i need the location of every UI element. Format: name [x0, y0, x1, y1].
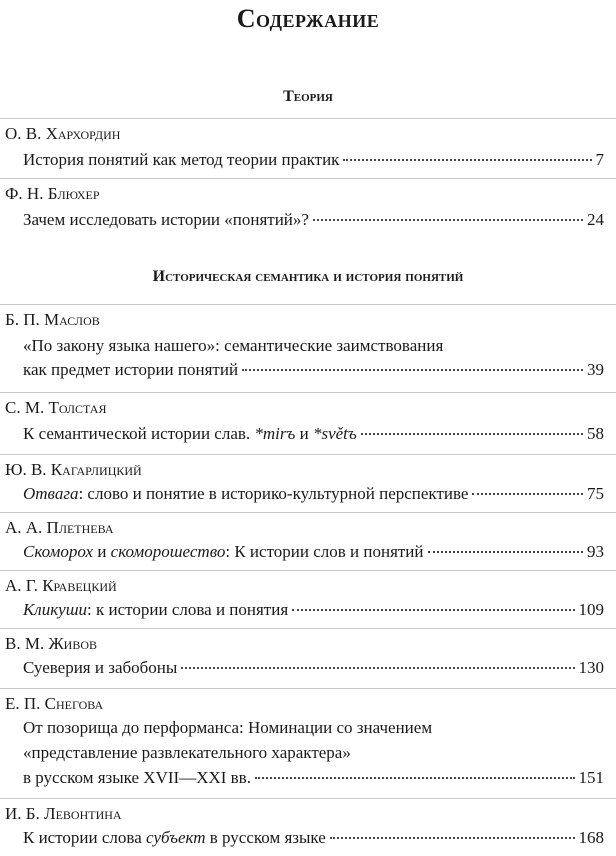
toc-page-number: 58: [587, 424, 604, 443]
title-term: *světъ: [312, 424, 357, 443]
toc-page-number: 75: [587, 484, 604, 503]
toc-entry-title: [23, 600, 288, 620]
leader-dots: [330, 837, 575, 839]
divider: [0, 392, 616, 393]
toc-author: С. М. Толстая: [5, 398, 107, 417]
toc-entry-title: История понятий как метод теории практик: [23, 150, 340, 169]
title-term: Скоморох: [23, 542, 94, 561]
divider: [0, 512, 616, 513]
section-heading-theory: Теория: [283, 88, 333, 105]
divider: [0, 304, 616, 305]
toc-author: Б. П. Маслов: [5, 310, 100, 329]
toc-entry[interactable]: [23, 542, 604, 568]
toc-entry-title: в русском языке XVII—XXI вв.: [23, 768, 251, 787]
leader-dots: [361, 433, 583, 435]
toc-entry[interactable]: [23, 768, 604, 794]
leader-dots: [343, 159, 591, 161]
toc-entry[interactable]: [23, 484, 604, 510]
title-text: и: [93, 542, 111, 561]
title-text: К семантической истории слав.: [23, 424, 255, 443]
toc-author: В. М. Живов: [5, 634, 98, 653]
toc-entry-title: [23, 542, 424, 562]
leader-dots: [255, 777, 575, 779]
leader-dots: [181, 667, 574, 669]
leader-dots: [242, 369, 583, 371]
divider: [0, 628, 616, 629]
toc-page-number: 39: [587, 360, 604, 379]
title-text: : К истории слов и понятий: [225, 542, 424, 561]
toc-author: И. Б. Левонтина: [5, 804, 122, 823]
leader-dots: [428, 551, 583, 553]
leader-dots: [472, 493, 583, 495]
title-term: субъект: [146, 828, 206, 847]
divider: [0, 178, 616, 179]
title-term: Отвага: [23, 484, 79, 503]
toc-entry-title-line: «По закону языка нашего»: семантические заимствования: [23, 336, 444, 355]
toc-entry-title: Суеверия и забобоны: [23, 658, 178, 677]
divider: [0, 454, 616, 455]
toc-author: О. В. Хархордин: [5, 124, 121, 143]
toc-entry[interactable]: [23, 360, 604, 386]
toc-page-number: 168: [578, 828, 604, 847]
toc-entry[interactable]: [23, 150, 604, 176]
toc-page-number: 24: [587, 210, 604, 229]
toc-page-number: 151: [578, 768, 604, 787]
toc-page-number: 130: [578, 658, 604, 677]
divider: [0, 688, 616, 689]
toc-entry-title: [23, 424, 357, 444]
toc-page-number: 109: [578, 600, 604, 619]
toc-entry[interactable]: [23, 828, 604, 854]
toc-author: А. А. Плетнева: [5, 518, 114, 537]
toc-author: Ю. В. Кагарлицкий: [5, 460, 142, 479]
toc-author: А. Г. Кравецкий: [5, 576, 117, 595]
toc-entry-title-line: «представление развлекательного характера»: [23, 743, 351, 762]
divider: [0, 798, 616, 799]
divider: [0, 570, 616, 571]
toc-entry[interactable]: [23, 424, 604, 450]
title-text: в русском языке: [205, 828, 326, 847]
toc-entry-title-line: От позорища до перформанса: Номинации со значением: [23, 718, 433, 737]
title-text: : слово и понятие в историко-культурной перспективе: [78, 484, 469, 503]
toc-page-number: 93: [587, 542, 604, 561]
section-heading-historical-semantics: Историческая семантика и история понятий: [152, 268, 464, 285]
divider: [0, 118, 616, 119]
toc-author: Е. П. Снегова: [5, 694, 104, 713]
title-term: Кликуши: [23, 600, 88, 619]
toc-entry[interactable]: [23, 210, 604, 236]
toc-entry[interactable]: [23, 600, 604, 626]
toc-page-number: 7: [595, 150, 604, 169]
leader-dots: [292, 609, 574, 611]
title-text: и: [295, 424, 313, 443]
toc-entry-title: Зачем исследовать истории «понятий»?: [23, 210, 309, 229]
title-text: : к истории слова и понятия: [87, 600, 289, 619]
page-title: Содержание: [236, 4, 380, 33]
leader-dots: [313, 219, 583, 221]
toc-entry-title: [23, 484, 468, 504]
title-term: *mirъ: [254, 424, 296, 443]
toc-entry-title: [23, 828, 326, 848]
toc-author: Ф. Н. Блюхер: [5, 184, 100, 203]
toc-entry[interactable]: [23, 658, 604, 684]
title-term: скоморошество: [110, 542, 226, 561]
toc-entry-title: как предмет истории понятий: [23, 360, 239, 379]
title-text: К истории слова: [23, 828, 147, 847]
